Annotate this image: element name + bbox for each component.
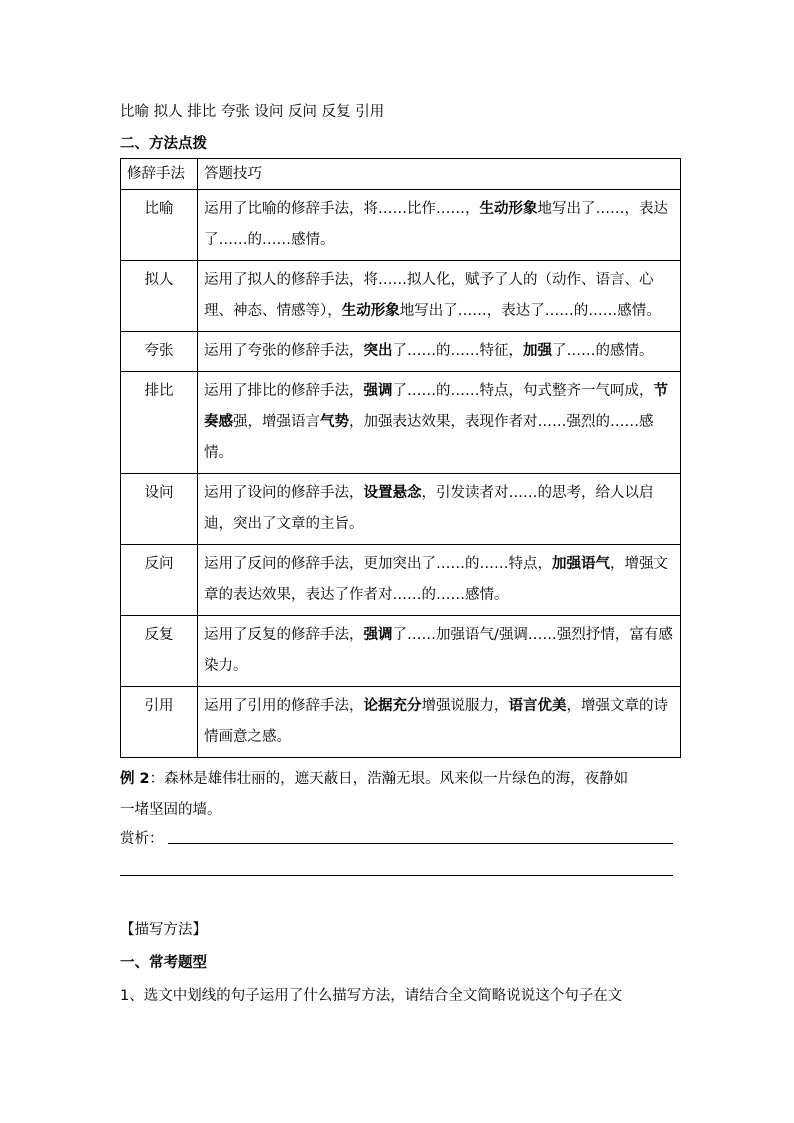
key-phrase: 论据充分 [363,698,422,714]
answer-technique [198,545,681,616]
header-answer-skill: 答题技巧 [198,159,681,190]
answer-technique [198,372,681,474]
table-row [121,687,681,758]
table-header-row [121,159,681,190]
technique-text: 运用了反问的修辞手法，更加突出了……的……特点， [204,556,552,572]
key-phrase: 生动形象 [341,303,400,319]
technique-text: 运用了设问的修辞手法， [204,485,364,501]
appreciation-label: 赏析： [120,831,164,847]
example-2-text-2: 一堵坚固的墙。 [120,802,222,818]
key-phrase: 设置悬念 [363,485,422,501]
technique-text: ，引发读者对……的思考，给人以启迪，突出了文章的主旨。 [204,485,654,532]
rhetoric-name: 设问 [121,474,198,545]
example-2 [120,764,681,826]
table-row [121,261,681,332]
technique-text: 强，增强语言 [233,414,320,430]
technique-text: 运用了拟人的修辞手法，将……拟人化，赋予了人的（动作、语言、心理、神态、情感等）， [204,272,654,319]
technique-text: 运用了排比的修辞手法， [204,383,364,399]
table-row [121,332,681,372]
answer-technique [198,261,681,332]
technique-text: 运用了比喻的修辞手法，将……比作……， [204,201,480,217]
rhetoric-name: 反问 [121,545,198,616]
technique-text: 运用了反复的修辞手法， [204,627,364,643]
question-1: 1、选文中划线的句子运用了什么描写方法，请结合全文简略说说这个句子在文 [120,988,623,1004]
section-title-method-tips: 二、方法点拨 [120,136,207,152]
table-row [121,372,681,474]
example-2-label: 例 2 [120,771,150,787]
rhetoric-name: 引用 [121,687,198,758]
answer-technique [198,474,681,545]
key-phrase: 生动形象 [479,201,538,217]
key-phrase: 加强 [523,343,552,359]
technique-text: 了……的……特点，句式整齐一气呵成， [392,383,654,399]
answer-technique [198,687,681,758]
technique-text: ，加强表达效果，表现作者对……强烈的……感情。 [204,414,654,461]
technique-text: 地写出了……，表达了……的……感情。 [204,201,668,248]
technique-text: 运用了夸张的修辞手法， [204,343,364,359]
key-phrase: 语言优美 [508,698,567,714]
table-row [121,474,681,545]
answer-technique [198,190,681,261]
rhetoric-name: 反复 [121,616,198,687]
technique-text: ，增强文章的诗情画意之感。 [204,698,668,745]
example-2-text-1: ：森林是雄伟壮丽的，遮天蔽日，浩瀚无垠。风来似一片绿色的海，夜静如 [149,771,629,787]
rhetoric-name: 比喻 [121,190,198,261]
header-rhetoric: 修辞手法 [121,159,198,190]
key-phrase: 加强语气 [552,556,610,572]
key-phrase: 强调 [363,627,393,643]
rhetoric-name: 排比 [121,372,198,474]
section-title-common-types: 一、常考题型 [120,955,207,971]
technique-text: ，增强文章的表达效果，表达了作者对……的……感情。 [204,556,668,603]
key-phrase: 强调 [363,383,393,399]
answer-line-1[interactable] [168,843,673,844]
technique-text: 了……的……特征， [392,343,523,359]
key-phrase: 节奏感 [204,383,668,430]
table-row [121,190,681,261]
rhetoric-table [120,158,681,758]
table-row [121,545,681,616]
table-row [121,616,681,687]
technique-text: 增强说服力， [421,698,509,714]
rhetoric-list: 比喻 拟人 排比 夸张 设问 反问 反复 引用 [120,104,385,120]
technique-text: 了……加强语气/强调……强烈抒情，富有感染力。 [204,627,673,674]
technique-text: 运用了引用的修辞手法， [204,698,364,714]
answer-technique [198,332,681,372]
describe-methods-title: 【描写方法】 [120,922,207,938]
rhetoric-name: 拟人 [121,261,198,332]
answer-line-2[interactable] [120,875,673,876]
technique-text: 了……的感情。 [552,343,654,359]
technique-text: 地写出了……，表达了……的……感情。 [399,303,661,319]
rhetoric-name: 夸张 [121,332,198,372]
key-phrase: 气势 [320,414,349,430]
answer-technique [198,616,681,687]
key-phrase: 突出 [363,343,393,359]
